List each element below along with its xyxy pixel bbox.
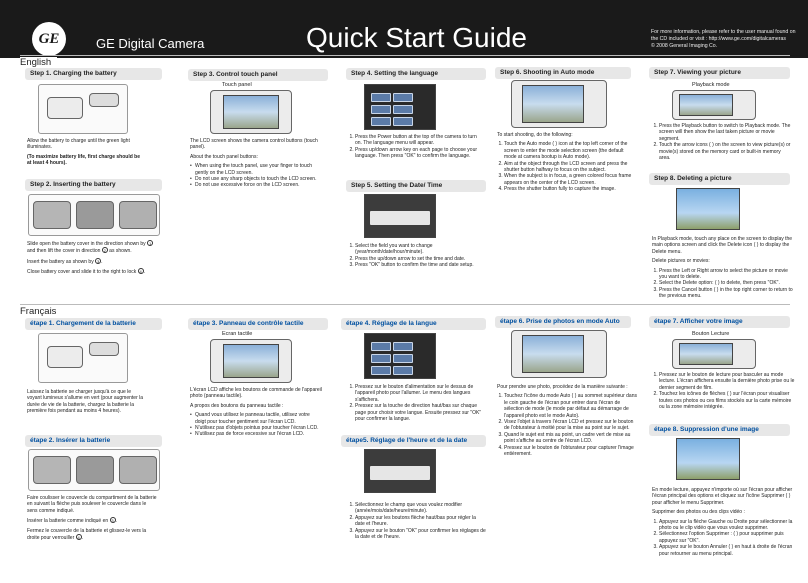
fr-step6-text: Pour prendre une photo, procédez de la manière suivante : 1. Touchez l'icône du mode Auto ( ) au sommet supérieur dans le coin gauche de l'écran pour entrer dans l'écran de sélection de mode (le mode par défaut au démarrage de l'appareil photo est le mode Auto). 2. Visez l'objet à travers l'écran LCD et pressez sur le bouton de l'obturateur à moitié pour la mise au point sur le sujet. 3. Quand le sujet est mis au point, un cadre vert de mise au point s'affiche au centre de l'écran LCD. 4. Pressez sur le bouton de l'obturateur pour capturer l'image entièrement. bbox=[497, 384, 639, 460]
en-step4-title: Step 4. Setting the language bbox=[346, 68, 486, 80]
language-tile bbox=[371, 117, 391, 126]
charger-icon bbox=[47, 97, 83, 119]
fr-step3-text: L'écran LCD affiche les boutons de commande de l'appareil photo (panneau tactile). A propos des boutons du panneau tactile : • Quand vous utilisez le panneau tactile, utilisez votre doigt pour toucher gentiment sur l'écran LCD. • N'utilisez pas d'objets pointus pour toucher l'écran LCD. • N'utilisez pas de force excessive sur l'écran LCD. bbox=[190, 387, 322, 441]
fr-charging-illustration bbox=[38, 333, 128, 383]
fr-step3-title: étape 3. Panneau de contrôle tactile bbox=[188, 318, 328, 330]
fr-step7-text: 1. Pressez sur le bouton de lecture pour basculer au mode lecture. L'écran affichera ensuite la dernière photo prise ou le dernier segment de film. 2. Touchez les icônes de flèches ( ) sur l'écran pour visualiser toutes ces photos ou ces films stockés sur la carte mémoire ou la zone mémoire intégrée. bbox=[652, 372, 795, 413]
fr-step7-title: étape 7. Afficher votre image bbox=[649, 316, 790, 328]
fr-language-menu-screen bbox=[364, 333, 436, 379]
date-field bbox=[370, 211, 430, 225]
en-step5-text: 1. Select the field you want to change (year/month/date/hour/minute). 2. Press the up/down arrow to set the time and date. 3. Press "OK" button to confirm the time and date setup. bbox=[348, 243, 483, 272]
fr-step8-text: En mode lecture, appuyez n'importe où sur l'écran pour afficher l'écran principal des options et cliquez sur l'icône Supprimer ( ) pour afficher le menu Supprimer. Supprimer des photos ou des clips vidéo : 1. Appuyez sur la flèche Gauche ou Droite pour sélectionner la photo ou le clip vidéo que vous voulez supprimer. 2. Sélectionnez l'option Supprimer : ( ) pour supprimer puis appuyez sur "OK". 3. Appuyez sur le bouton Annuler ( ) en haut à droite de l'écran pour retourner au menu principal. bbox=[652, 487, 795, 560]
section-english: English bbox=[20, 55, 790, 68]
en-step1-title: Step 1. Charging the battery bbox=[25, 68, 162, 80]
fr-step2-text: Faire coulisser le couvercle du compartiment de la batterie en suivant la flèche puis soulever le couvercle dans le sens comme indiqué. Insérer la batterie comme indiqué en 3 . Fermez le couvercle de la batterie et glissez-le vers la droite pour verrouiller 4 . bbox=[27, 495, 157, 542]
language-tile bbox=[371, 354, 391, 363]
language-tile bbox=[393, 117, 413, 126]
fr-step1-text: Laissez la batterie se charger jusqu'à ce que le voyant lumineux s'allume en vert (pour augmenter la durée de vie de la batterie, chargez la batterie la première fois pendant au moins 4 heures). bbox=[27, 389, 144, 415]
en-step4-text: 1. Press the Power button at the top of the camera to turn on. The language menu will appear. 2. Press up/down arrow key on each page to choose your language. Then press "OK" to confirm the language. bbox=[348, 134, 483, 163]
language-tile bbox=[371, 93, 391, 102]
language-tile bbox=[371, 342, 391, 351]
battery-insert-illustration bbox=[28, 194, 160, 236]
battery-cover-icon bbox=[33, 456, 71, 484]
fr-camera-playback bbox=[672, 339, 756, 369]
en-step8-title: Step 8. Deleting a picture bbox=[649, 173, 790, 185]
en-step7-text: 1. Press the Playback button to switch to Playback mode. The screen will then show the last taken picture or movie segment. 2. Touch the arrow icons ( ) on the screen to view picture(s) or movie(s) stored on the memory card or built-in memory area. bbox=[652, 123, 792, 164]
fr-step1-title: étape 1. Chargement de la batterie bbox=[25, 318, 162, 330]
en-step5-title: Step 5. Setting the Date/ Time bbox=[346, 180, 486, 192]
section-french: Français bbox=[20, 304, 790, 317]
fr-step5-title: étape5. Réglage de l'heure et de la date bbox=[341, 435, 486, 447]
language-tile bbox=[393, 354, 413, 363]
playback-caption: Playback mode bbox=[692, 82, 730, 88]
fr-battery-insert-illustration bbox=[28, 449, 160, 491]
en-step7-title: Step 7. Viewing your picture bbox=[649, 67, 790, 79]
auto-mode-screen bbox=[522, 85, 584, 123]
lcd-screen bbox=[223, 95, 279, 129]
fr-step5-text: 1. Sélectionnez le champ que vous voulez modifier (année/mois/date/heure/minute). 2. Appuyez sur les boutons flèche haut/bas pour régler la date et l'heure. 3. Appuyez sur le bouton "OK" pour confirmer les réglages de la date et de l'heure. bbox=[348, 502, 486, 543]
camera-auto-mode bbox=[511, 80, 607, 128]
fr-step8-title: étape 8. Suppression d'une image bbox=[649, 424, 790, 436]
balloon-photo bbox=[676, 188, 740, 230]
date-time-screen bbox=[364, 194, 436, 238]
fr-camera-auto-mode bbox=[511, 330, 607, 378]
touch-panel-caption: Touch panel bbox=[222, 82, 252, 88]
page-title: Quick Start Guide bbox=[306, 22, 527, 53]
fr-step2-title: étape 2. Insérer la batterie bbox=[25, 435, 162, 447]
en-step6-title: Step 6. Shooting in Auto mode bbox=[495, 67, 631, 79]
fr-step4-text: 1. Pressez sur le bouton d'alimentation sur le dessus de l'appareil photo pour l'allumer. Le menu des langues s'affichera. 2. Pressez sur la touche de direction haut/bas sur chaque page pour choisir votre langue. Ensuite pressez sur "OK" pour confirmer la langue. bbox=[348, 384, 486, 425]
product-name: GE Digital Camera bbox=[96, 36, 205, 51]
date-field bbox=[370, 466, 430, 480]
info-text: For more information, please refer to the user manual found on the CD included or visit : http://www.ge.com/digitalcameras © 2008 General Imaging Co. bbox=[651, 29, 796, 49]
language-menu-screen bbox=[364, 84, 436, 130]
fr-step4-title: étape 4. Réglage de la langue bbox=[341, 318, 486, 330]
ge-logo: GE bbox=[32, 22, 66, 56]
battery-cover-icon bbox=[33, 201, 71, 229]
charger-icon bbox=[47, 346, 83, 368]
cover-close-icon bbox=[119, 456, 157, 484]
fr-camera-touch-panel bbox=[210, 339, 292, 383]
language-tile bbox=[371, 105, 391, 114]
cover-close-icon bbox=[119, 201, 157, 229]
playback-button-caption: Bouton Lecture bbox=[692, 331, 730, 337]
language-tile bbox=[371, 366, 391, 375]
battery-icon bbox=[89, 93, 119, 107]
en-step3-title: Step 3. Control touch panel bbox=[188, 69, 328, 81]
battery-icon bbox=[89, 342, 119, 356]
en-step2-title: Step 2. Inserting the battery bbox=[25, 179, 162, 191]
en-step2-text: Slide open the battery cover in the direction shown by 1 and then lift the cover in direction 2 as shown. Insert the battery as shown by 3 . Close battery cover and slide it to the right to lock 4 . bbox=[27, 241, 152, 276]
en-step3-text: The LCD screen shows the camera control buttons (touch panel). About the touch panel buttons: • When using the touch panel, use your finger to touch gently on the LCD screen. • Do not use any sharp objects to touch the LCD screen. • Do not use excessive force on the LCD screen. bbox=[190, 138, 320, 192]
camera-touch-panel bbox=[210, 90, 292, 134]
en-step1-text: Allow the battery to charge until the green light illuminates. (To maximize battery life, first charge should be at least 4 hours). bbox=[27, 138, 140, 167]
battery-slot-icon bbox=[76, 201, 114, 229]
language-tile bbox=[393, 342, 413, 351]
en-step6-text: To start shooting, do the following: 1. Touch the Auto mode ( ) icon at the top left corner of the screen to enter the mode selection screen (the default mode at camera bootup is Auto mode). 2. Aim at the object through the LCD screen and press the shutter button halfway to focus on the subject. 3. When the subject is in focus, a green colored focus frame appears on the center of the LCD screen. 4. Press the shutter button fully to capture the image. bbox=[497, 132, 637, 196]
fr-date-time-screen bbox=[364, 449, 436, 493]
language-tile bbox=[393, 105, 413, 114]
playback-screen bbox=[679, 94, 733, 116]
playback-screen bbox=[679, 343, 733, 365]
fr-balloon-photo bbox=[676, 438, 740, 480]
battery-slot-icon bbox=[76, 456, 114, 484]
en-step8-text: In Playback mode, touch any place on the screen to display the main options screen and click the Delete icon ( ) to display the Delete menu. Delete pictures or movies: 1. Press the Left or Right arrow to select the picture or movie you want to delete. 2. Select the Delete option: ( ) to delete, then press "OK". 3. Press the Cancel button ( ) in the top right corner to return to the previous menu. bbox=[652, 236, 795, 303]
camera-playback bbox=[672, 90, 756, 120]
fr-step6-title: étape 6. Prise de photos en mode Auto bbox=[495, 316, 631, 328]
language-tile bbox=[393, 366, 413, 375]
auto-mode-screen bbox=[522, 335, 584, 373]
language-tile bbox=[393, 93, 413, 102]
touch-screen-caption: Ecran tactile bbox=[222, 331, 253, 337]
lcd-screen bbox=[223, 344, 279, 378]
charging-illustration bbox=[38, 84, 128, 134]
